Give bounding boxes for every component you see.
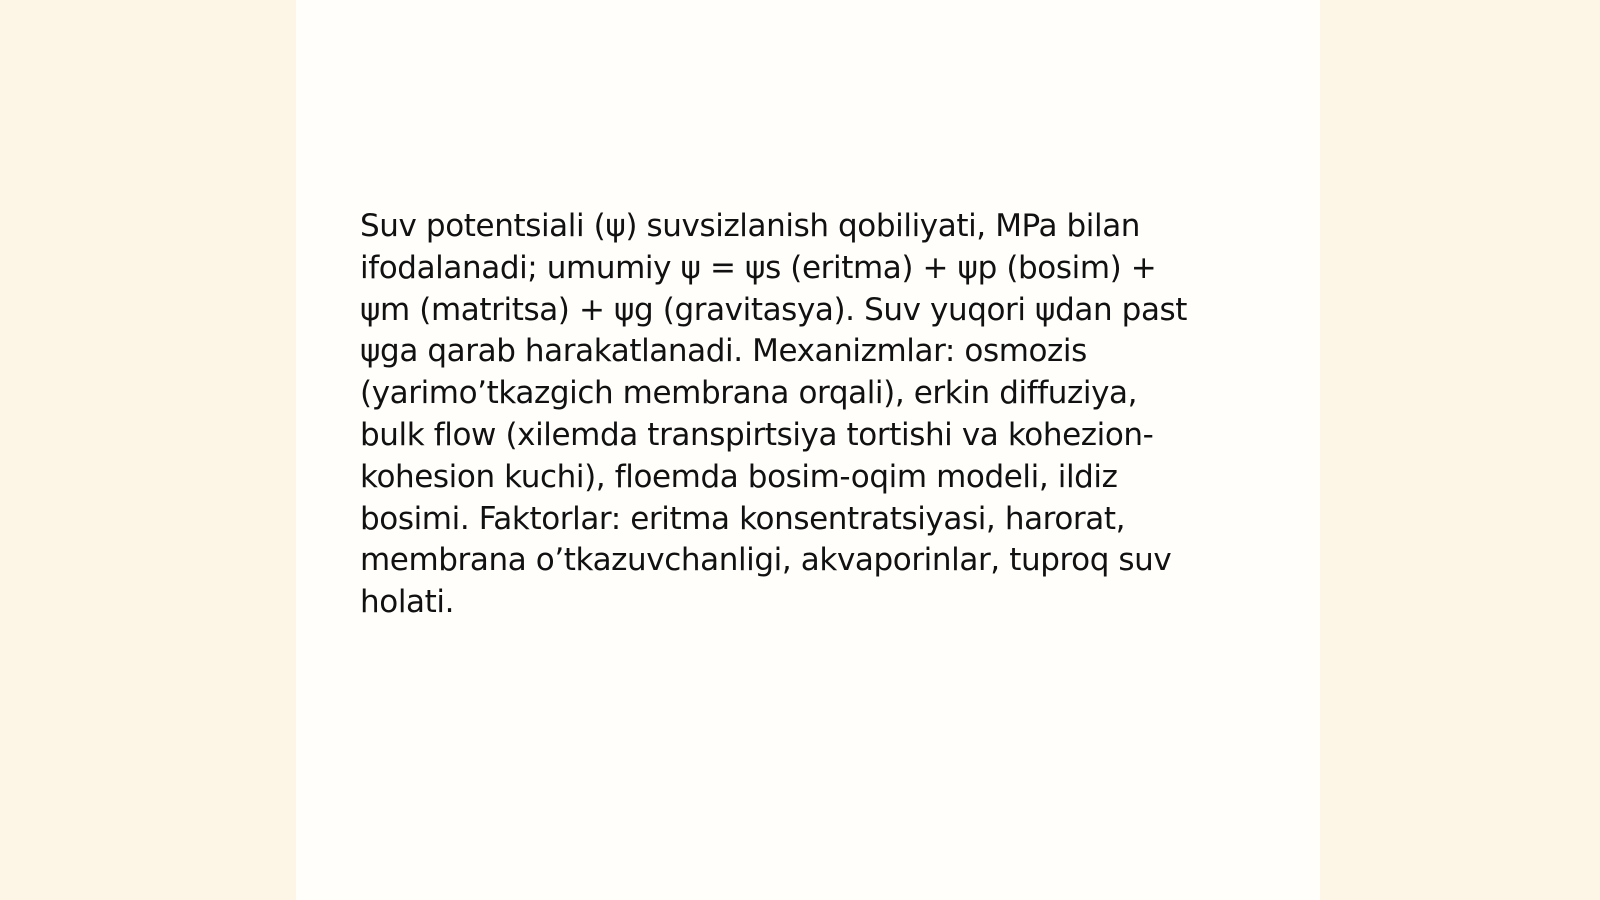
slide-body-text: Suv potentsiali (ψ) suvsizlanish qobiliyati, MPa bilan ifodalanadi; umumiy ψ = ψs (eritma) + ψp (bosim) + ψm (matritsa) + ψg (gravitasya). Suv yuqori ψdan past ψga qarab harakatlanadi. Mexanizmlar: osmozis (yarimo’tkazgich membrana orqali), erkin diffuziya, bulk flow (xilemda transpirtsiya tortishi va kohezion- kohesion kuchi), floemda bosim-oqim modeli, ildiz bosimi. Faktorlar: eritma konsentratsiyasi, harorat, membrana o’tkazuvchanligi, akvaporinlar, tuproq suv holati. [360,208,1188,621]
slide-page [296,0,1320,900]
